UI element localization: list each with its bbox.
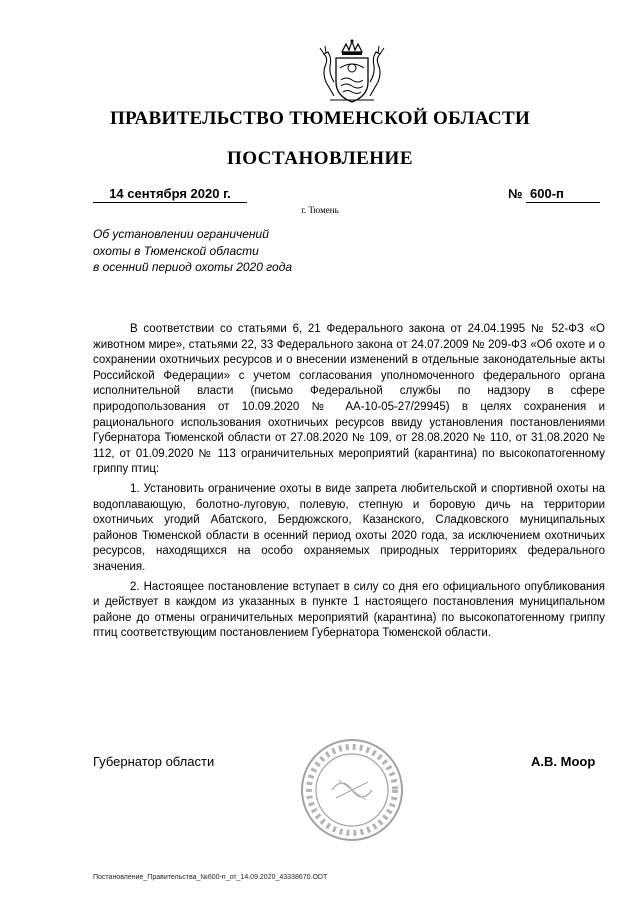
signer-name: А.В. Моор	[531, 754, 596, 769]
clause-1-paragraph: 1. Установить ограничение охоты в виде запрета любительской и спортивной охоты на водоплавающую, болотно-луговую, полевую, степную и боровую дичь на территории охотничьих угодий Абатского, Бердюжского, Казанского, Сладковского муниципальных районов Тюменской области в осенний период охоты 2020 года, за исключением охотничьих ресурсов, находящихся на особо охраняемых природных территориях федерального значения.	[93, 482, 605, 573]
number-sign: №	[508, 186, 523, 201]
document-subject	[93, 226, 393, 276]
subject-line: охоты в Тюменской области	[93, 243, 259, 258]
footer-filename: Постановление_Правительства_№600-п_от_14.09.2020_43338670.ODT	[93, 874, 328, 881]
document-type: ПОСТАНОВЛЕНИЕ	[226, 148, 414, 169]
clause-2-paragraph: 2. Настоящее постановление вступает в силу со дня его официального опубликования и действует в каждом из указанных в пункте 1 настоящего постановления муниципальном районе до отмены ограничительных мероприятий (карантина) по высокопатогенному гриппу птиц соответствующим постановлением Губернатора Тюменской области.	[93, 580, 605, 640]
coat-of-arms-icon	[296, 38, 408, 108]
document-body	[93, 322, 605, 646]
document-number-block	[508, 186, 604, 203]
subject-line: в осенний период охоты 2020 года	[93, 260, 293, 274]
document-date: 14 сентября 2020 г.	[93, 186, 247, 203]
signer-title: Губернатор области	[93, 754, 215, 769]
city: г. Тюмень	[301, 205, 339, 215]
signature-stamp-icon	[298, 736, 406, 844]
preamble-paragraph: В соответствии со статьями 6, 21 Федерального закона от 24.04.1995 № 52-ФЗ «О животном мире», статьями 22, 33 Федерального закона от 24.07.2009 № 209-ФЗ «Об охоте и о сохранении охотничьих ресурсов и о внесении изменений в отдельные законодательные акты Российской Федерации» с учетом согласования уполномоченного федерального органа исполнительной власти (письмо Федеральной службы по надзору в сфере природопользования от 10.09.2020 № АА-10-05-27/29945) в целях сохранения и рационального использования охотничьих ресурсов ввиду установления постановлениями Губернатора Тюменской области от 27.08.2020 № 109, от 28.08.2020 № 110, от 31.08.2020 № 112, от 01.09.2020 № 113 ограничительных мероприятий (карантина) по высокопатогенному гриппу птиц:	[93, 323, 605, 476]
government-title: ПРАВИТЕЛЬСТВО ТЮМЕНСКОЙ ОБЛАСТИ	[109, 108, 531, 129]
subject-line: Об установлении ограничений	[93, 227, 269, 241]
document-number: 600-п	[526, 186, 600, 203]
